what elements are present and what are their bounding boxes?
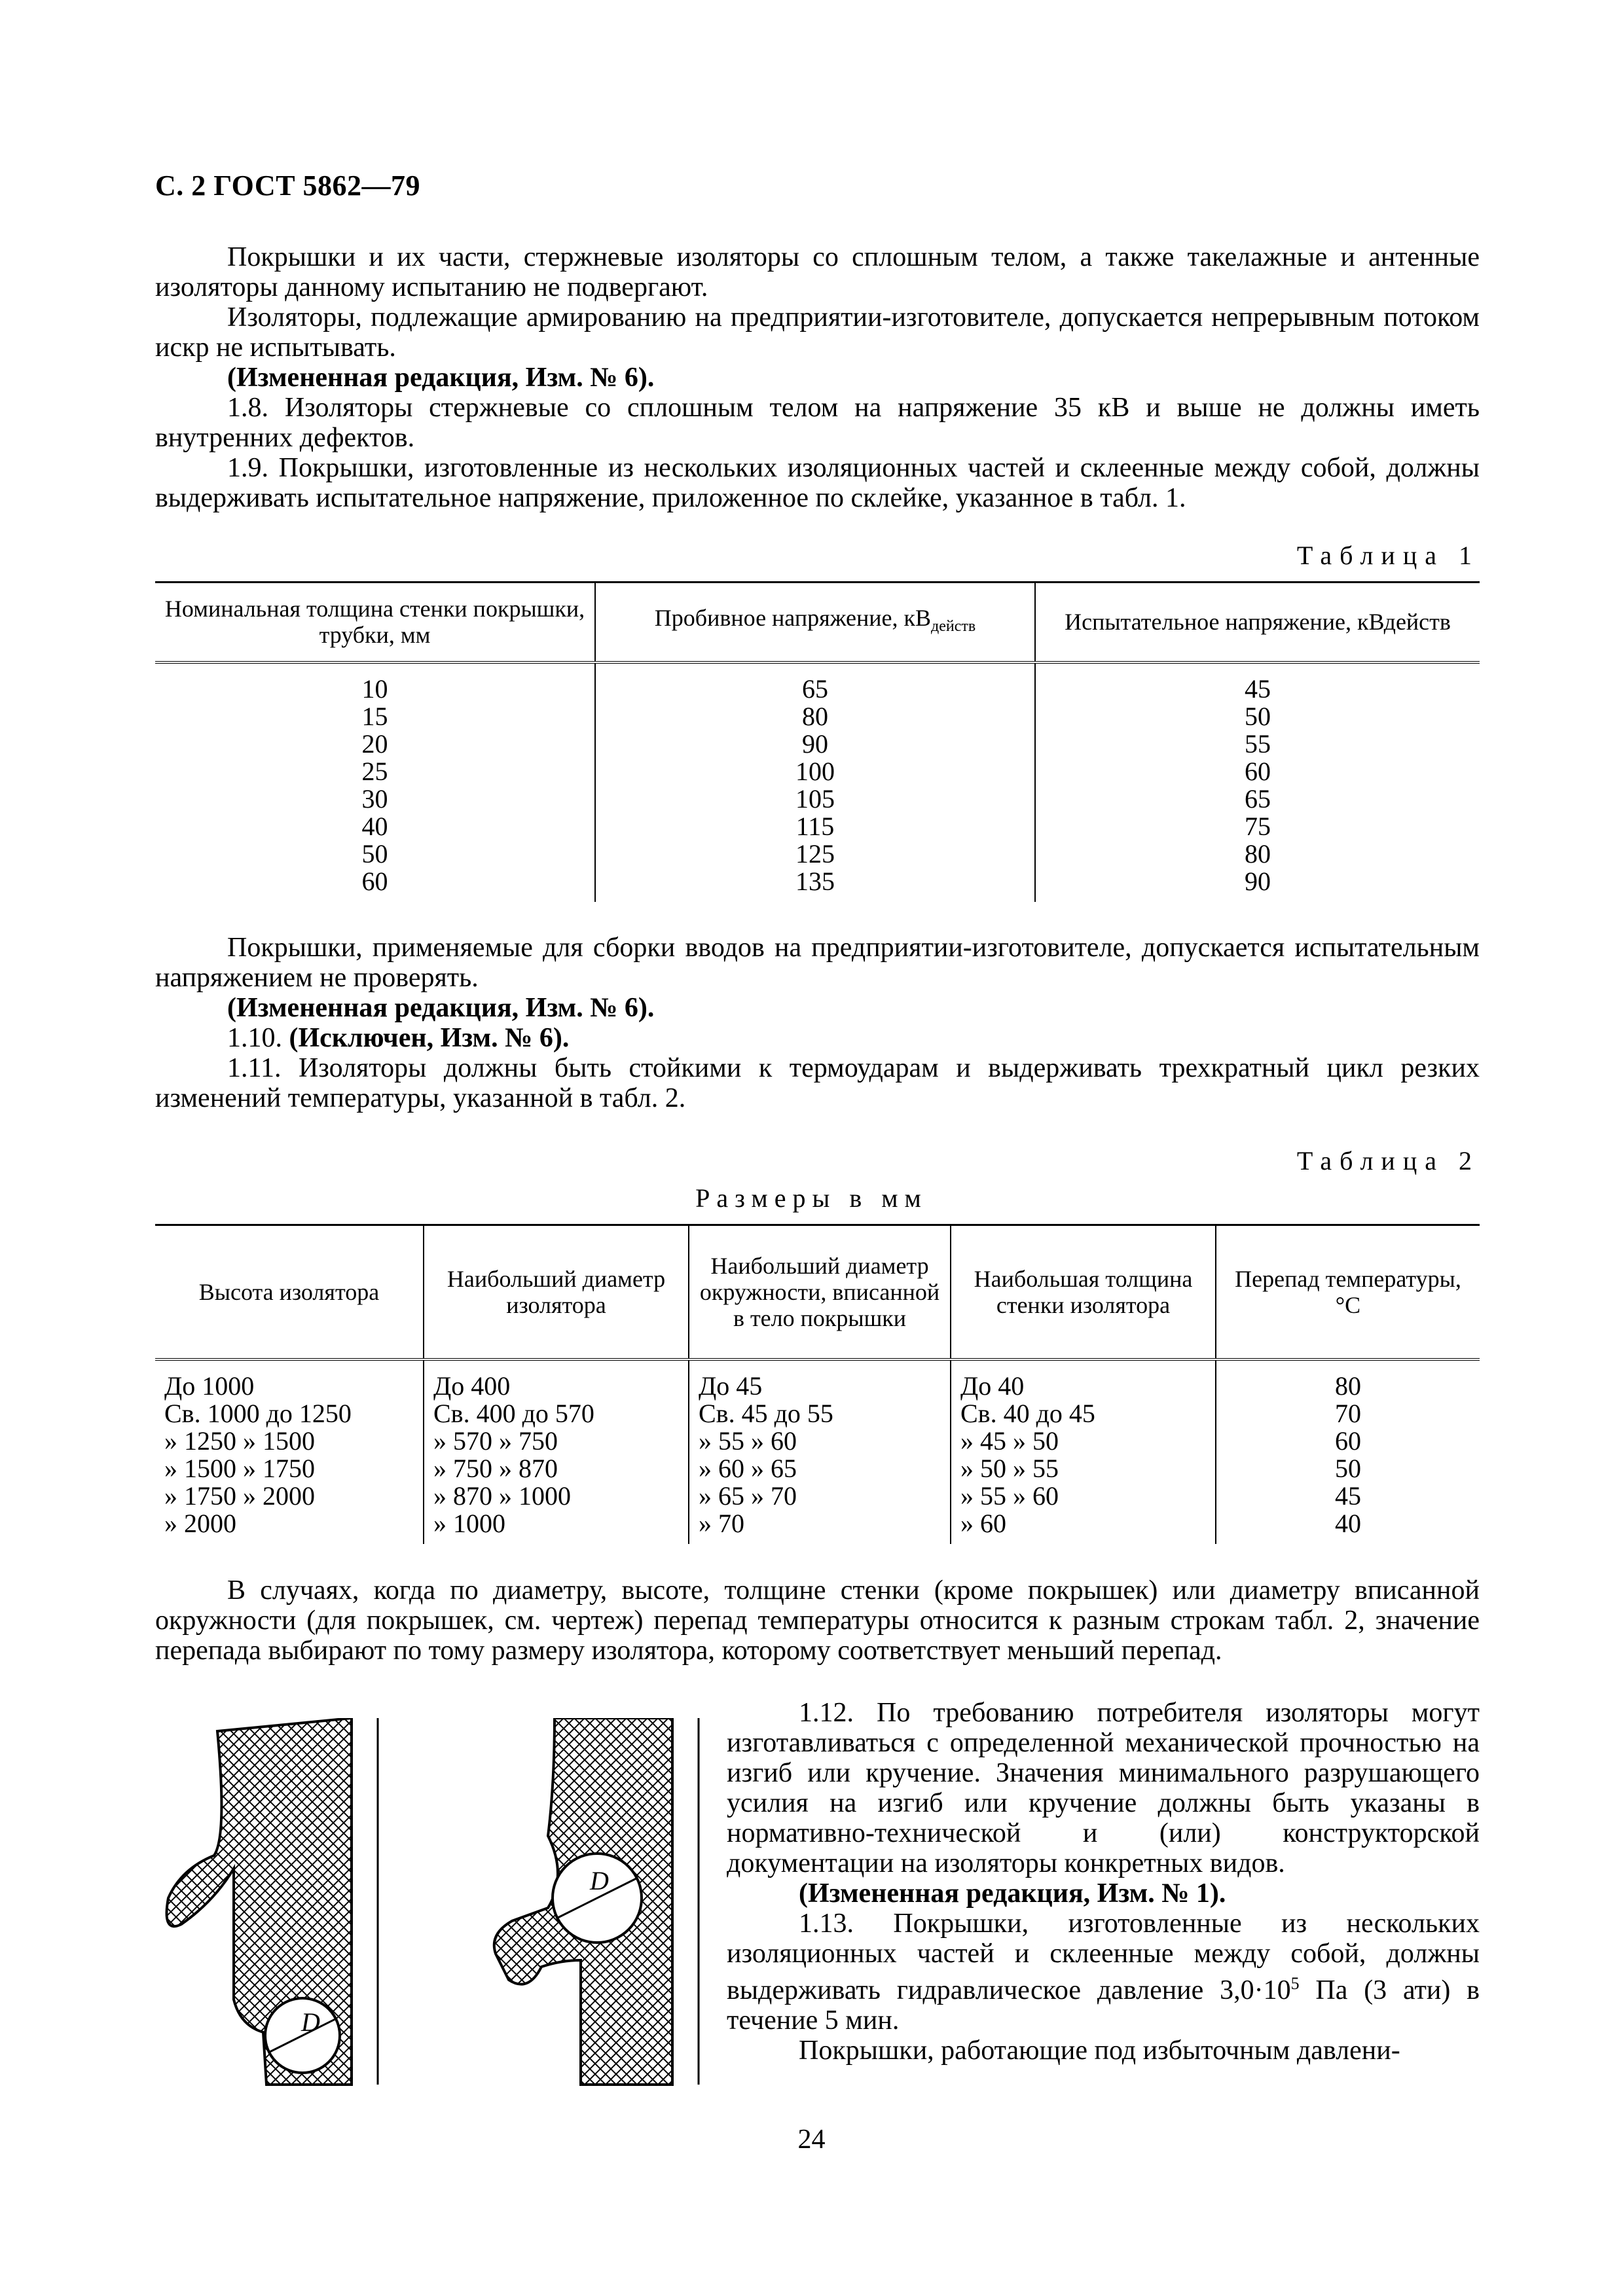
table1-value: 10 (361, 673, 388, 704)
amendment-note: (Измененная редакция, Изм. № 6). (227, 993, 655, 1023)
table2-value: » 750 » 870 (433, 1453, 558, 1483)
paragraph (155, 1023, 1480, 1053)
table1-value: 45 (1245, 673, 1271, 704)
table1-value: 105 (795, 783, 835, 814)
table2-header: Наибольшая толщина стенки изолятора (951, 1225, 1216, 1359)
table2-value: » 2000 (164, 1508, 236, 1538)
paragraph: В случаях, когда по диаметру, высоте, толщине стенки (кроме покрышек) или диаметру вписанной окружности (для покрышек, см. чертеж) перепад температуры относится к разным строкам табл. 2, значение перепада выбирают по тому размеру изолятора, которому соответствует меньший перепад. (155, 1575, 1480, 1666)
table2-value: » 1500 » 1750 (164, 1453, 315, 1483)
paragraph: Изоляторы, подлежащие армированию на предприятии-изготовителе, допускается непрерывным потоком искр не испытывать. (155, 302, 1480, 363)
table2-value: » 60 » 65 (699, 1453, 797, 1483)
amendment-note: (Измененная редакция, Изм. № 1). (799, 1878, 1226, 1909)
table2-dimensions-note: Размеры в мм (695, 1183, 928, 1213)
table1-value: 90 (1245, 866, 1271, 896)
table2-cell (1216, 1359, 1480, 1544)
table1-value: 125 (795, 838, 835, 869)
insulator-drawings (155, 1718, 725, 2098)
table2-value: 40 (1335, 1508, 1361, 1538)
table2-value: До 40 (960, 1371, 1025, 1401)
table2-value: » 1250 » 1500 (164, 1426, 315, 1456)
table2-cell (951, 1359, 1216, 1544)
table1-cell (155, 662, 595, 902)
table2-value: 50 (1335, 1453, 1361, 1483)
insulator-cross-section-figure (155, 1718, 725, 2098)
table2 (155, 1224, 1480, 1544)
after-table2-text (155, 1575, 1480, 1666)
table2-value: Св. 400 до 570 (433, 1398, 594, 1428)
table2-value: 60 (1335, 1426, 1361, 1456)
table2-value: » 50 » 55 (960, 1453, 1059, 1483)
table1-value: 65 (802, 673, 828, 704)
table1-value: 25 (361, 756, 388, 786)
diameter-label-left: D (301, 2007, 320, 2037)
table1-cell (1035, 662, 1480, 902)
table1-value: 15 (361, 701, 388, 731)
exponent: 5 (1290, 1974, 1300, 1993)
table1-value: 50 (361, 838, 388, 869)
table2-value: Св. 45 до 55 (699, 1398, 833, 1428)
table2-value: Св. 40 до 45 (960, 1398, 1095, 1428)
table2-value: » 1000 (433, 1508, 505, 1538)
table2-header: Наибольший диаметр окружности, вписанной в тело покрышки (689, 1225, 951, 1359)
table2-cell (689, 1359, 951, 1544)
table1-value: 30 (361, 783, 388, 814)
paragraph: Покрышки, работающие под избыточным давлени- (799, 2036, 1400, 2066)
table2-value: » 55 » 60 (960, 1480, 1059, 1511)
table1-caption: Таблица 1 (1296, 541, 1480, 570)
paragraph: 1.11. Изоляторы должны быть стойкими к термоударам и выдерживать трехкратный цикл резких изменений температуры, указанной в табл. 2. (155, 1053, 1480, 1113)
table2-cell (424, 1359, 689, 1544)
table1-value: 60 (1245, 756, 1271, 786)
paragraph-text-tail: Па (3 ати) в течение 5 мин. (727, 1975, 1480, 2036)
table2-value: » 570 » 750 (433, 1426, 558, 1456)
table1-value: 80 (802, 701, 828, 731)
table2-header: Перепад температуры, °С (1216, 1225, 1480, 1359)
table2-value: » 45 » 50 (960, 1426, 1059, 1456)
table2-value: » 70 (699, 1508, 744, 1538)
table2-value: 80 (1335, 1371, 1361, 1401)
table1-header: Номинальная толщина стенки покрышки, трубки, мм (164, 596, 585, 649)
paragraph: Покрышки и их части, стержневые изоляторы со сплошным телом, а также такелажные и антенные изоляторы данному испытанию не подвергают. (155, 242, 1480, 302)
table1-value: 50 (1245, 701, 1271, 731)
left-insulator-section (167, 1718, 378, 2085)
amendment-note: (Исключен, Изм. № 6). (289, 1023, 570, 1053)
table1-value: 65 (1245, 783, 1271, 814)
paragraph: Покрышки, применяемые для сборки вводов на предприятии-изготовителе, допускается испытательным напряжением не проверять. (155, 933, 1480, 993)
table1-value: 60 (361, 866, 388, 896)
table1-value: 90 (802, 728, 828, 759)
table2-value: » 870 » 1000 (433, 1480, 571, 1511)
table2-data-row (155, 1359, 1480, 1544)
table2-value: 70 (1335, 1398, 1361, 1428)
paragraph-text: 1.13. Покрышки, изготовленные из нескольких изоляционных частей и склеенные между собой, должны выдерживать гидравлическое давление 3,0·10 (727, 1909, 1480, 2005)
table2-value: До 400 (433, 1371, 511, 1401)
table1-header-sub: действ (931, 617, 976, 635)
table2-value: » 55 » 60 (699, 1426, 797, 1456)
table2-value: 45 (1335, 1480, 1361, 1511)
diameter-label-right: D (590, 1866, 609, 1895)
paragraph (727, 1909, 1480, 2036)
table2-value: » 1750 » 2000 (164, 1480, 315, 1511)
table1-value: 80 (1245, 838, 1271, 869)
table2-header-row (155, 1225, 1480, 1359)
paragraph: 1.8. Изоляторы стержневые со сплошным телом на напряжение 35 кВ и выше не должны иметь внутренних дефектов. (155, 393, 1480, 453)
table1-value: 55 (1245, 728, 1271, 759)
intro-text (155, 242, 1480, 513)
table2-value: » 65 » 70 (699, 1480, 797, 1511)
table1 (155, 581, 1480, 902)
table2-cell (155, 1359, 424, 1544)
page-header: С. 2 ГОСТ 5862—79 (155, 170, 421, 202)
table1-value: 75 (1245, 811, 1271, 841)
table1-header-row (155, 583, 1480, 662)
middle-text (155, 933, 1480, 1113)
table1-value: 135 (795, 866, 835, 896)
table2-value: » 60 (960, 1508, 1006, 1538)
table1-value: 115 (795, 811, 835, 841)
paragraph: 1.12. По требованию потребителя изоляторы могут изготавливаться с определенной механической прочностью на изгиб или кручение. Значения минимального разрушающего усилия на изгиб или кручение должны быть указаны в нормативно-технической и (или) конструкторской документации на изоляторы конкретных видов. (727, 1698, 1480, 1878)
page-number: 24 (797, 2125, 826, 2155)
table1-value: 40 (361, 811, 388, 841)
table1-header: Испытательное напряжение, кВдейств (1035, 583, 1480, 662)
right-column-text (727, 1698, 1480, 2066)
table2-value: Св. 1000 до 1250 (164, 1398, 352, 1428)
table2-value: До 45 (699, 1371, 763, 1401)
table2-header: Наибольший диаметр изолятора (424, 1225, 689, 1359)
right-insulator-section (494, 1718, 699, 2085)
table2-header: Высота изолятора (198, 1278, 380, 1305)
table1-header (595, 583, 1035, 662)
table2-caption: Таблица 2 (1296, 1146, 1480, 1175)
table1-data-row (155, 662, 1480, 902)
amendment-note: (Измененная редакция, Изм. № 6). (227, 363, 655, 393)
table1-header-text: Пробивное напряжение, кВ (654, 604, 932, 631)
table2-value: До 1000 (164, 1371, 255, 1401)
table1-cell (595, 662, 1035, 902)
table1-value: 20 (361, 728, 388, 759)
table1-value: 100 (795, 756, 835, 786)
paragraph: 1.9. Покрышки, изготовленные из нескольких изоляционных частей и склеенные между собой, должны выдерживать испытательное напряжение, приложенное по склейке, указанное в табл. 1. (155, 453, 1480, 513)
clause-number: 1.10. (227, 1023, 282, 1053)
